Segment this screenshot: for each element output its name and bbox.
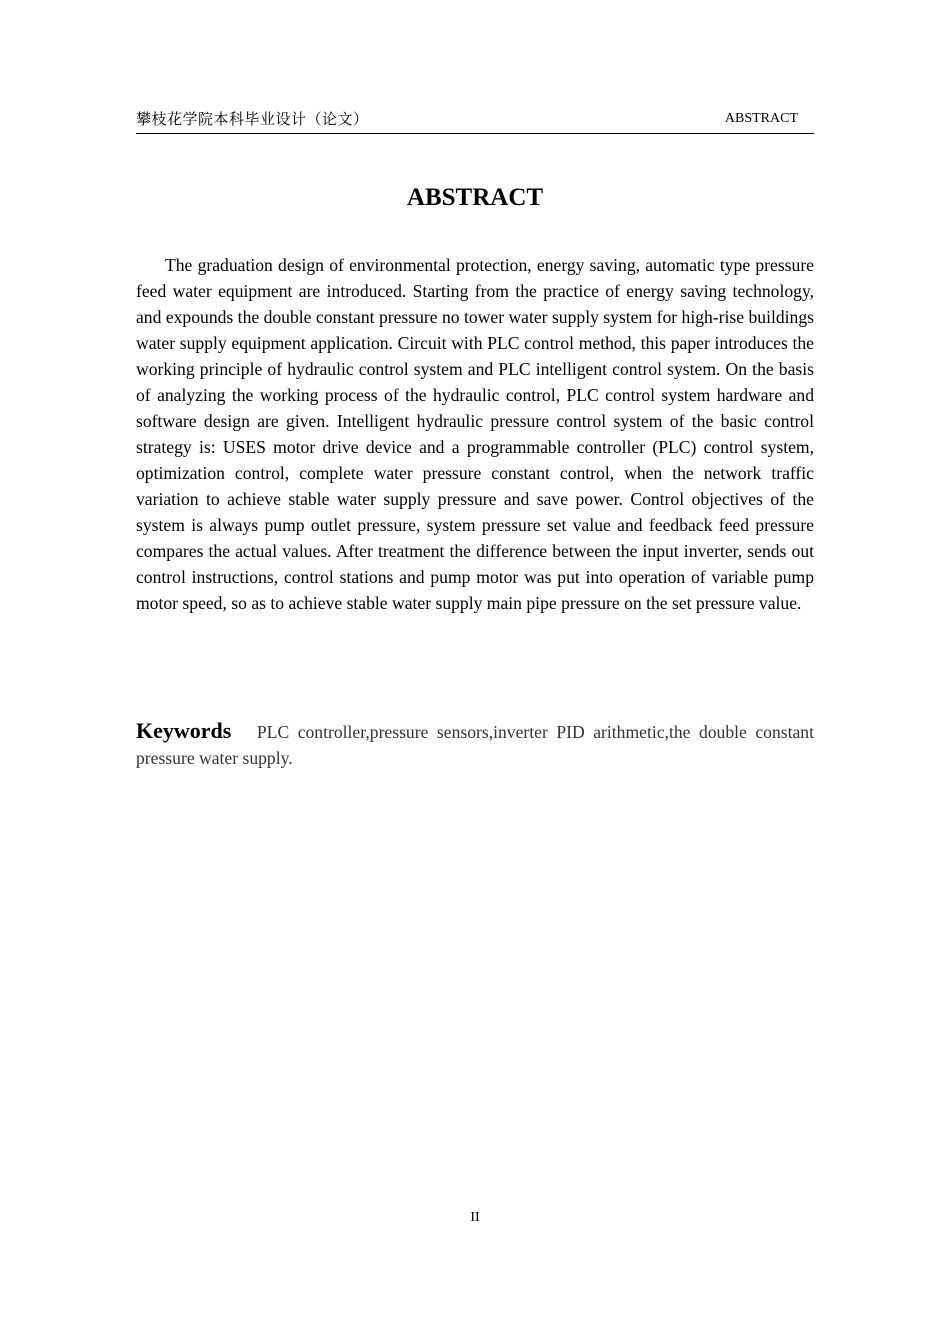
page-number: II	[470, 1210, 480, 1225]
header-section-title: ABSTRACT	[724, 111, 798, 126]
page-title: ABSTRACT	[406, 184, 544, 211]
page-header	[136, 108, 814, 134]
keywords-section	[136, 718, 814, 771]
keywords-text: PLC controller,pressure sensors,inverter PID arithmetic,the double constant pressure water supply.	[136, 722, 814, 768]
header-university-title: 攀枝花学院本科毕业设计（论文）	[136, 110, 369, 128]
abstract-paragraph: The graduation design of environmental protection, energy saving, automatic type pressure feed water equipment are introduced. Starting from the practice of energy saving technology, and expounds the double constant pressure no tower water supply system for high-rise buildings water supply equipment application. Circuit with PLC control method, this paper introduces the working principle of hydraulic control system and PLC intelligent control system. On the basis of analyzing the working process of the hydraulic control, PLC control system hardware and software design are given. Intelligent hydraulic pressure control system of the basic control strategy is: USES motor drive device and a programmable controller (PLC) control system, optimization control, complete water pressure constant control, when the network traffic variation to achieve stable water supply pressure and save power. Control objectives of the system is always pump outlet pressure, system pressure set value and feedback feed pressure compares the actual values. After treatment the difference between the input inverter, sends out control instructions, control stations and pump motor was put into operation of variable pump motor speed, so as to achieve stable water supply main pipe pressure on the set pressure value.	[136, 255, 814, 613]
keywords-label: Keywords	[136, 718, 232, 743]
